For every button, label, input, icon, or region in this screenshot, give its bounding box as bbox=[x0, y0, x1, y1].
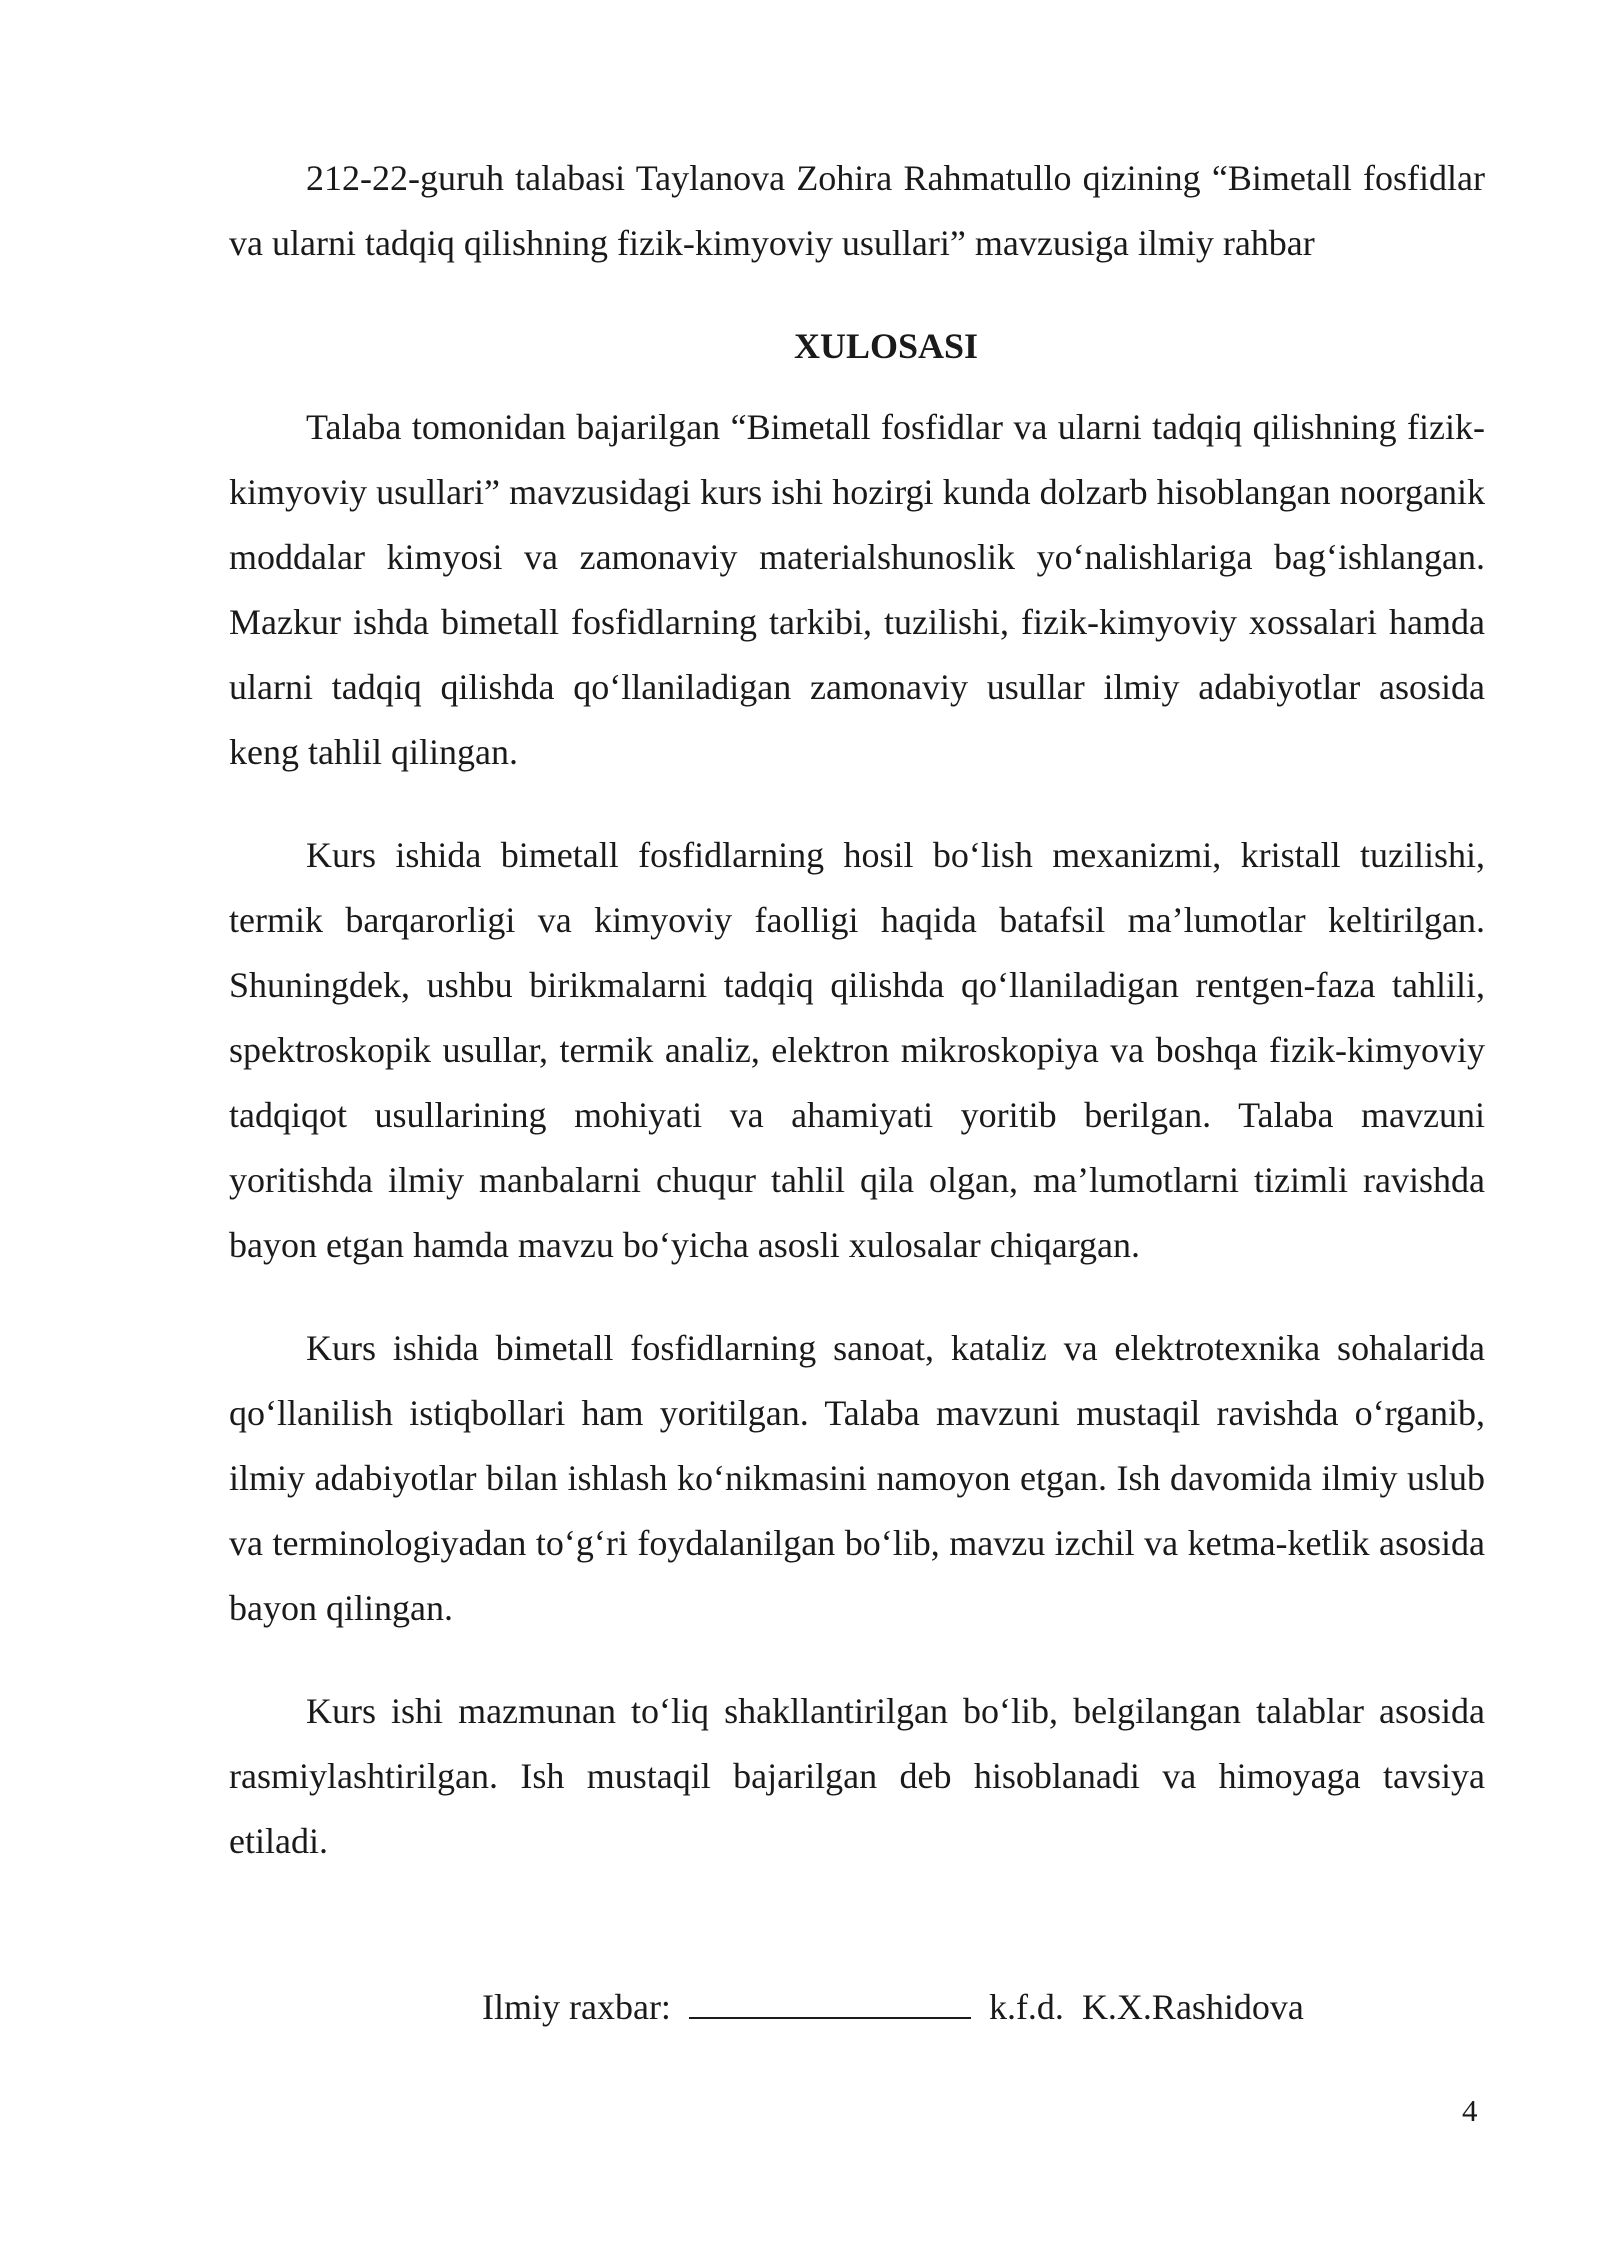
body-paragraph-1: Talaba tomonidan bajarilgan “Bimetall fosfidlar va ularni tadqiq qilishning fizik-kimyoviy usullari” mavzusidagi kurs ishi hozirgi kunda dolzarb hisoblangan noorganik moddalar kimyosi va zamonaviy materialshunoslik yo‘nalishlariga bag‘ishlangan. Mazkur ishda bimetall fosfidlarning tarkibi, tuzilishi, fizik-kimyoviy xossalari hamda ularni tadqiq qilishda qo‘llaniladigan zamonaviy usullar ilmiy adabiyotlar asosida keng tahlil qilingan. bbox=[229, 407, 1485, 772]
signature-label: Ilmiy raxbar: bbox=[482, 1987, 671, 2027]
intro-paragraph: 212-22-guruh talabasi Taylanova Zohira Rahmatullo qizining “Bimetall fosfidlar va ularni tadqiq qilishning fizik-kimyoviy usullari” mavzusiga ilmiy rahbar bbox=[229, 158, 1485, 263]
body-paragraph-4: Kurs ishi mazmunan to‘liq shakllantirilgan bo‘lib, belgilangan talablar asosida rasmiylashtirilgan. Ish mustaqil bajarilgan deb hisoblanadi va himoyaga tavsiya etiladi. bbox=[229, 1691, 1485, 1861]
signature-block bbox=[482, 1973, 1304, 2040]
body-paragraph-2: Kurs ishida bimetall fosfidlarning hosil bo‘lish mexanizmi, kristall tuzilishi, termik barqarorligi va kimyoviy faolligi haqida batafsil ma’lumotlar keltirilgan. Shuningdek, ushbu birikmalarni tadqiq qilishda qo‘llaniladigan rentgen-faza tahlili, spektroskopik usullar, termik analiz, elektron mikroskopiya va boshqa fizik-kimyoviy tadqiqot usullarining mohiyati va ahamiyati yoritib berilgan. Talaba mavzuni yoritishda ilmiy manbalarni chuqur tahlil qila olgan, ma’lumotlarni tizimli ravishda bayon etgan hamda mavzu bo‘yicha asosli xulosalar chiqargan. bbox=[229, 835, 1485, 1265]
body-paragraph-3: Kurs ishida bimetall fosfidlarning sanoat, kataliz va elektrotexnika sohalarida qo‘llanilish istiqbollari ham yoritilgan. Talaba mavzuni mustaqil ravishda o‘rganib, ilmiy adabiyotlar bilan ishlash ko‘nikmasini namoyon etgan. Ish davomida ilmiy uslub va terminologiyadan to‘g‘ri foydalanilgan bo‘lib, mavzu izchil va ketma-ketlik asosida bayon qilingan. bbox=[229, 1328, 1485, 1628]
page-number: 4 bbox=[1462, 2093, 1478, 2128]
document-body bbox=[229, 146, 1485, 1874]
signature-line bbox=[689, 1973, 971, 2019]
document-heading: XULOSASI bbox=[793, 326, 979, 366]
signature-degree: k.f.d. bbox=[988, 1987, 1064, 2027]
signature-name: K.X.Rashidova bbox=[1081, 1987, 1304, 2027]
